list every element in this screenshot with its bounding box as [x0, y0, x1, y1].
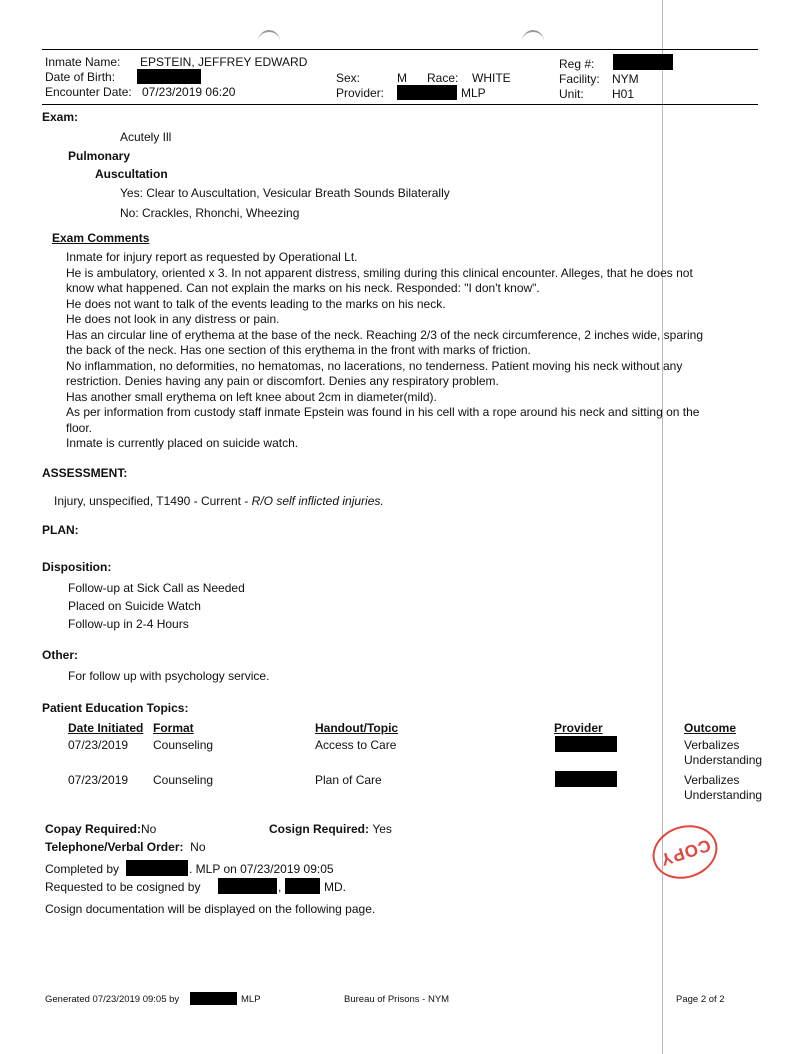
other-text: For follow up with psychology service.	[68, 669, 270, 683]
assessment-diagnosis: Injury, unspecified, T1490 - Current -	[54, 494, 252, 508]
verbal-label: Telephone/Verbal Order:	[45, 840, 184, 854]
completed-prefix: Completed by	[45, 862, 120, 876]
facility-value: NYM	[612, 72, 639, 86]
row-topic: Plan of Care	[315, 773, 382, 787]
page-number: Page 2 of 2	[676, 994, 725, 1005]
exam-comment-line: the back of the neck. Has one section of this erythema in the front with marks of friction.	[66, 343, 531, 357]
provider-label: Provider:	[336, 86, 385, 100]
cosign-label: Cosign Required:	[269, 822, 370, 836]
exam-comments-text	[66, 250, 756, 452]
race-label: Race:	[427, 71, 459, 85]
encounter-date: 07/23/2019 06:20	[142, 85, 236, 99]
exam-comment-line: Has another small erythema on left knee about 2cm in diameter(mild).	[66, 389, 437, 404]
exam-comment-line: No inflammation, no deformities, no hematomas, no lacerations, no tenderness. Patient moving his neck without any	[66, 358, 683, 373]
exam-yes-line: Yes: Clear to Auscultation, Vesicular Breath Sounds Bilaterally	[120, 186, 450, 200]
race-value: WHITE	[472, 71, 511, 85]
provider-suffix: MLP	[461, 86, 486, 100]
inmate-name-label: Inmate Name:	[45, 55, 121, 69]
verbal-value: No	[190, 840, 206, 854]
exam-no-line: No: Crackles, Rhonchi, Wheezing	[120, 206, 300, 220]
assessment-heading: ASSESSMENT:	[42, 466, 128, 480]
assessment-text	[54, 494, 384, 508]
exam-system: Pulmonary	[68, 149, 131, 163]
exam-general: Acutely Ill	[120, 130, 172, 144]
cosign-required	[269, 822, 392, 836]
exam-comment-line: Inmate for injury report as requested by Operational Lt.	[66, 250, 358, 264]
exam-comment-line: Inmate is currently placed on suicide watch.	[66, 436, 299, 450]
bureau-label: Bureau of Prisons - NYM	[344, 994, 450, 1005]
completed-suffix: . MLP on 07/23/2019 09:05	[189, 862, 334, 876]
col-format: Format	[153, 721, 194, 735]
col-outcome: Outcome	[684, 721, 737, 735]
col-date-initiated: Date Initiated	[68, 721, 144, 735]
punch-hole-right	[522, 30, 544, 54]
disposition-item: Placed on Suicide Watch	[68, 599, 201, 613]
cosign-note: Cosign documentation will be displayed on the following page.	[45, 902, 376, 916]
exam-comment-line: know what happened. Can not explain the marks on his neck. Responded: "I don't know".	[66, 281, 540, 295]
requested-suffix: MD.	[324, 880, 346, 894]
exam-comment-line: As per information from custody staff inmate Epstein was found in his cell with a rope around his neck and sitting on the	[66, 405, 700, 419]
disposition-heading: Disposition:	[42, 560, 112, 574]
assessment-italic: R/O self inflicted injuries.	[251, 494, 384, 508]
sex-label: Sex:	[336, 71, 361, 85]
row-format: Counseling	[153, 773, 214, 787]
redaction-generated-by	[190, 992, 237, 1005]
other-heading: Other:	[42, 648, 78, 662]
row-date: 07/23/2019	[68, 773, 129, 787]
redaction-completed-by	[126, 860, 188, 876]
encounter-date-label: Encounter Date:	[45, 85, 132, 99]
redaction-provider	[397, 85, 457, 100]
col-handout-topic: Handout/Topic	[315, 721, 399, 735]
requested-comma: ,	[278, 880, 282, 894]
row-outcome-line2: Understanding	[684, 788, 763, 802]
row-topic: Access to Care	[315, 738, 397, 752]
cosign-value: Yes	[372, 822, 392, 836]
exam-comment-line: Has an circular line of erythema at the base of the neck. Reaching 2/3 of the neck circumference, 2 inches wide, sparing	[66, 327, 704, 342]
plan-heading: PLAN:	[42, 523, 79, 537]
generated-suffix: MLP	[241, 994, 261, 1005]
unit-value: H01	[612, 87, 635, 101]
exam-heading: Exam:	[42, 110, 79, 124]
row-format: Counseling	[153, 738, 214, 752]
copay-required	[45, 822, 156, 836]
punch-hole-left	[258, 30, 280, 54]
exam-subsection: Auscultation	[95, 167, 168, 181]
redaction-cosigner-2	[285, 878, 320, 894]
dob-label: Date of Birth:	[45, 70, 116, 84]
page-fold-line	[662, 0, 663, 1054]
facility-label: Facility:	[559, 72, 600, 86]
row-outcome-line1: Verbalizes	[684, 773, 740, 787]
exam-comment-line: He does not look in any distress or pain.	[66, 312, 280, 326]
inmate-name: EPSTEIN, JEFFREY EDWARD	[140, 55, 308, 69]
unit-label: Unit:	[559, 87, 584, 101]
generated-prefix: Generated 07/23/2019 09:05 by	[45, 994, 180, 1005]
exam-comment-line: restriction. Denies having any pain or discomfort. Denies any respiratory problem.	[66, 374, 499, 388]
redaction-provider-row	[555, 736, 617, 752]
redaction-provider-row	[555, 771, 617, 787]
requested-prefix: Requested to be cosigned by	[45, 880, 201, 894]
exam-comments-heading: Exam Comments	[52, 231, 150, 245]
verbal-order	[45, 840, 206, 854]
copy-stamp	[646, 817, 725, 887]
copy-stamp-text: COPY	[657, 835, 713, 870]
col-provider: Provider	[554, 721, 603, 735]
row-outcome-line2: Understanding	[684, 753, 763, 767]
reg-label: Reg #:	[559, 57, 595, 71]
exam-comment-line: floor.	[66, 420, 93, 435]
copay-label: Copay Required:	[45, 822, 142, 836]
redaction-dob	[137, 69, 201, 84]
disposition-item: Follow-up in 2-4 Hours	[68, 617, 189, 631]
redaction-cosigner-1	[218, 878, 277, 894]
copay-value: No	[141, 822, 157, 836]
disposition-item: Follow-up at Sick Call as Needed	[68, 581, 245, 595]
exam-comment-line: He is ambulatory, oriented x 3. In not apparent distress, smiling during this clinical encounter. Alleges, that he does not	[66, 265, 693, 280]
exam-comment-line: He does not want to talk of the events leading to the marks on his neck.	[66, 296, 446, 311]
sex-value: M	[397, 71, 407, 85]
education-heading: Patient Education Topics:	[42, 701, 189, 715]
row-date: 07/23/2019	[68, 738, 129, 752]
redaction-reg	[613, 54, 673, 70]
row-outcome-line1: Verbalizes	[684, 738, 740, 752]
